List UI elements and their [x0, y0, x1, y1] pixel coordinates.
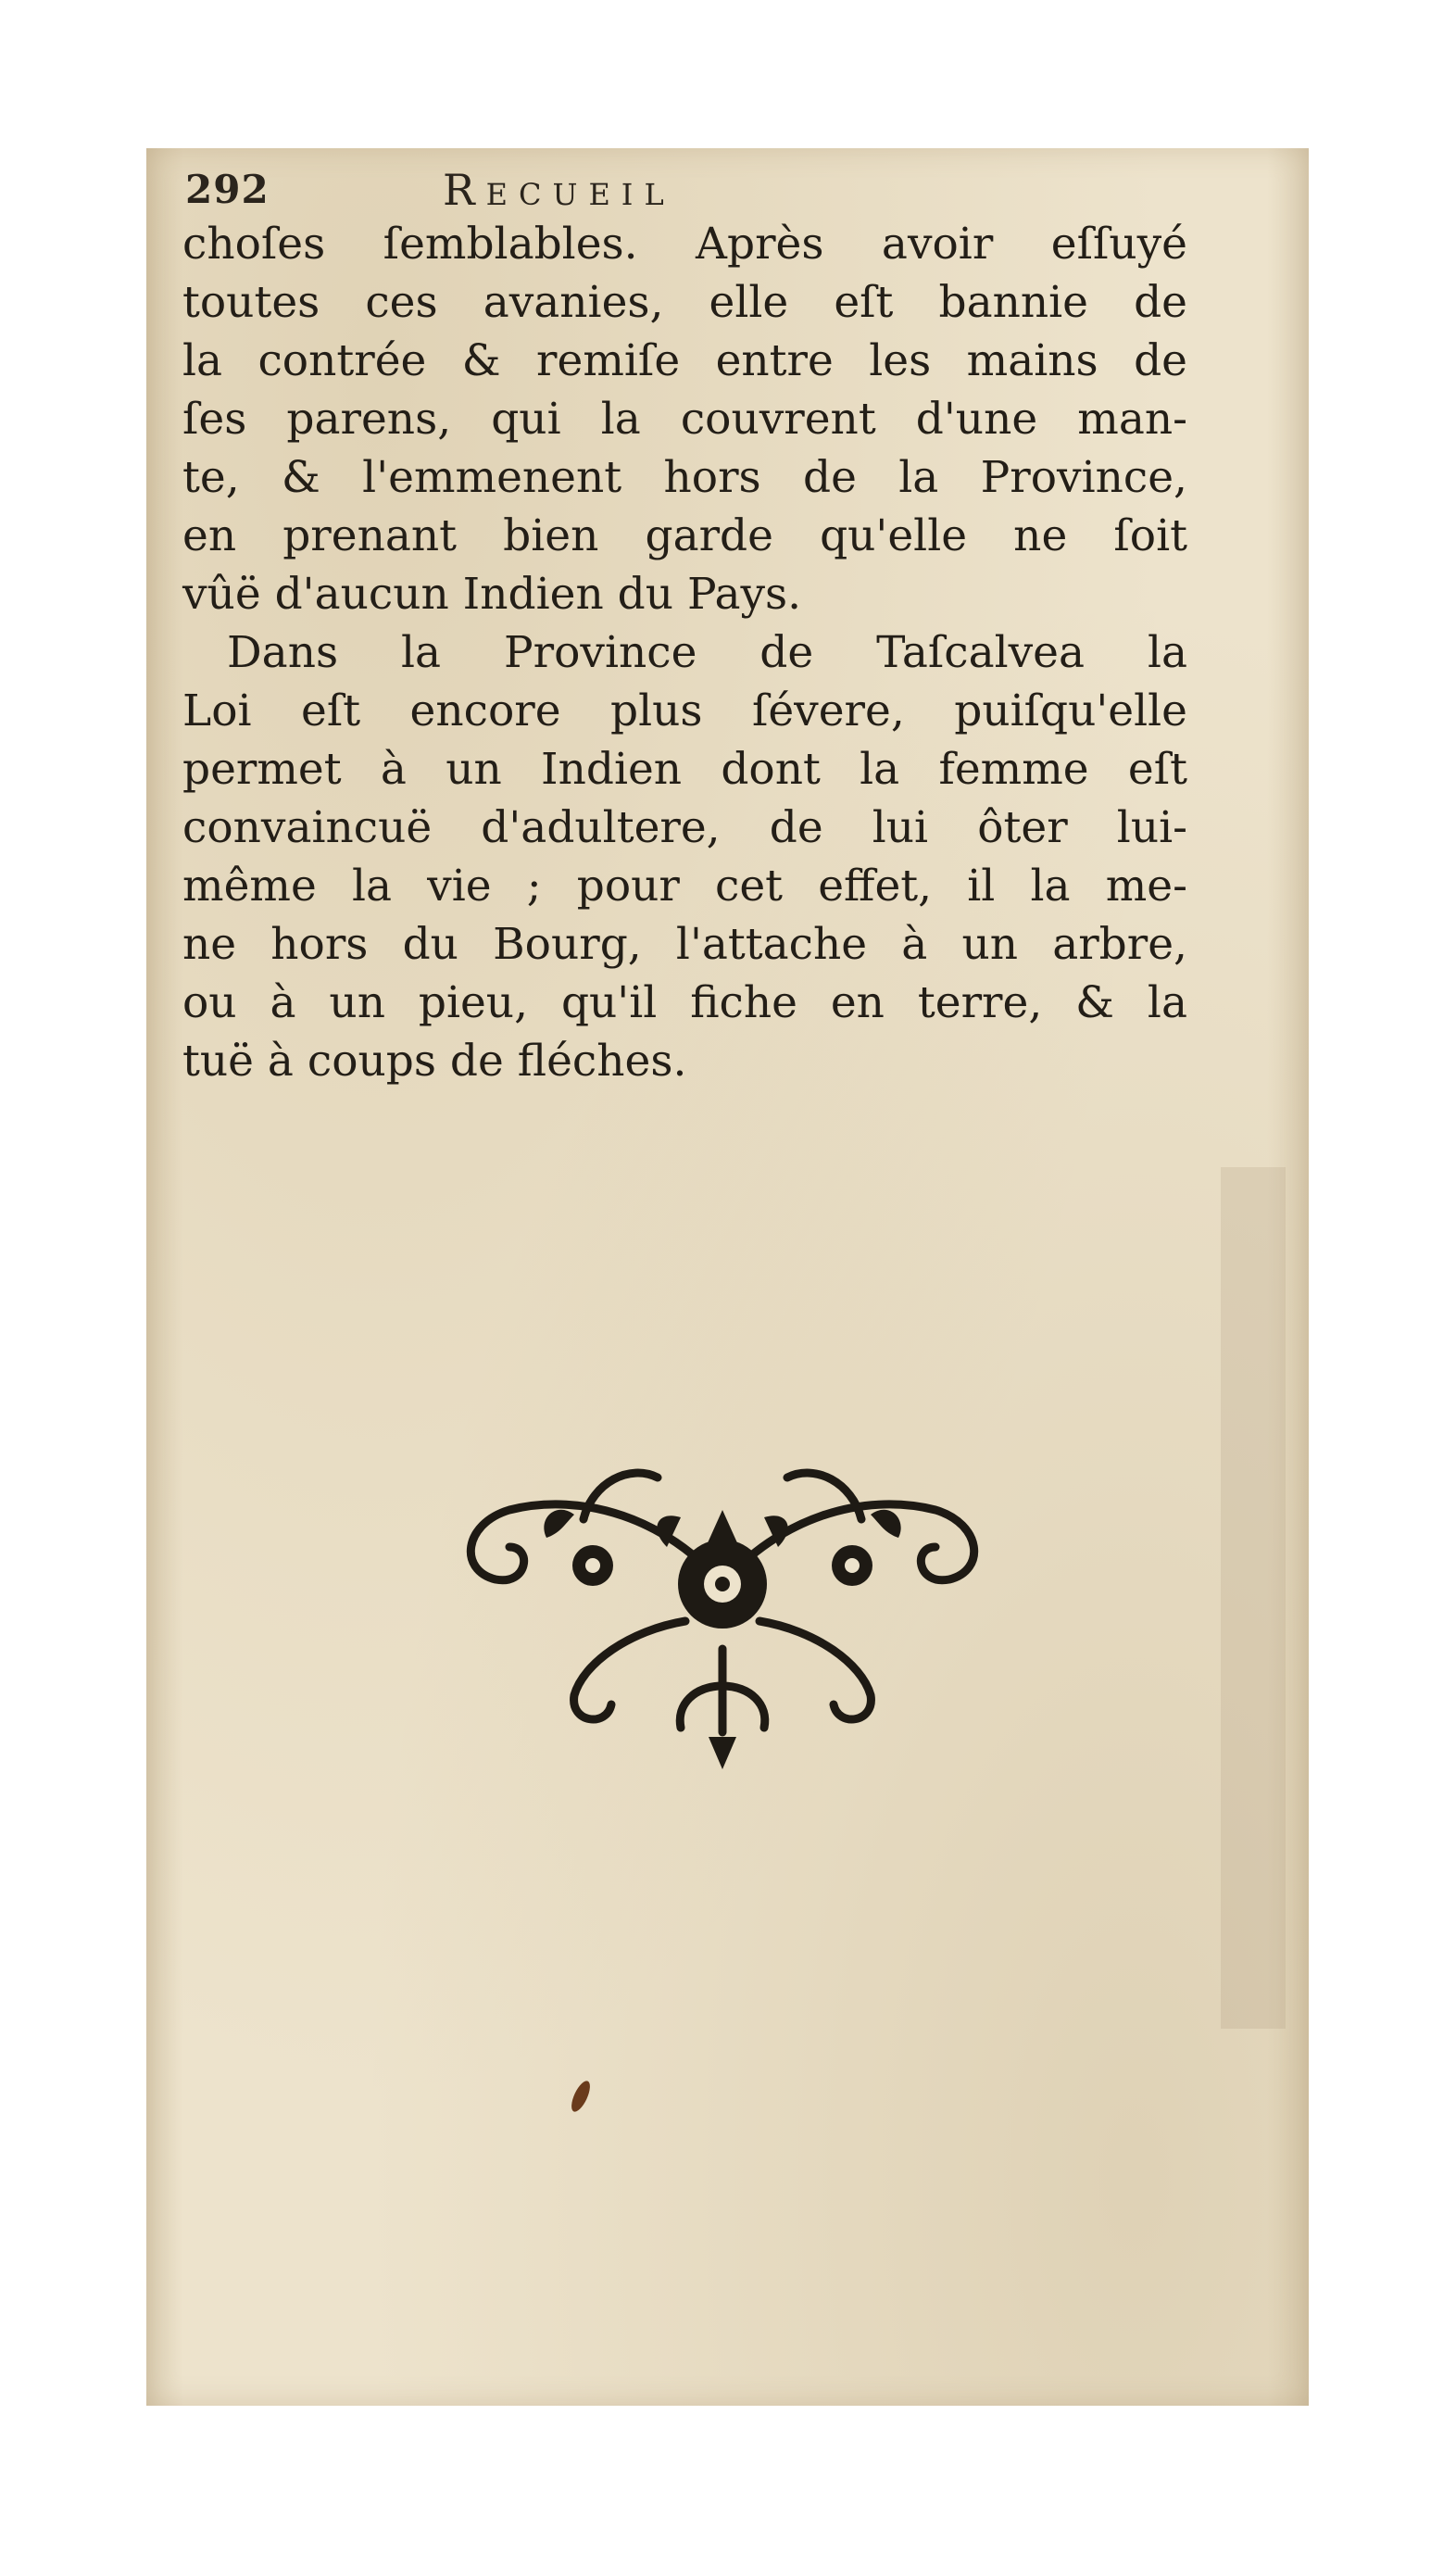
text-line: convaincuë d'adultere, de lui ôter lui- — [182, 802, 1187, 853]
running-title: Recueil — [443, 165, 675, 215]
text-line: ſes parens, qui la couvrent d'une man- — [182, 394, 1187, 445]
text-line: ou à un pieu, qu'il fiche en terre, & la — [182, 977, 1187, 1028]
text-line: permet à un Indien dont la femme eſt — [182, 744, 1187, 795]
text-line: Loi eſt encore plus ſévere, puiſqu'elle — [182, 685, 1187, 736]
page-number: 292 — [185, 167, 270, 212]
text-line: même la vie ; pour cet effet, il la me- — [182, 861, 1187, 912]
text-line: choſes ſemblables. Après avoir eſſuyé — [182, 219, 1187, 270]
body-text — [182, 215, 1187, 1090]
text-line: te, & l'emmenent hors de la Province, — [182, 452, 1187, 503]
text-line: vûë d'aucun Indien du Pays. — [182, 569, 802, 620]
text-line: en prenant bien garde qu'elle ne ſoit — [182, 510, 1187, 561]
text-line: toutes ces avanies, elle eſt bannie de — [182, 277, 1187, 328]
text-line: tuë à coups de fléches. — [182, 1036, 687, 1087]
text-line: ne hors du Bourg, l'attache à un arbre, — [182, 919, 1187, 970]
text-line: Dans la Province de Taſcalvea la — [227, 627, 1187, 678]
floral-tailpiece-ornament-icon — [445, 1408, 1000, 1769]
page-edge-shadow — [1221, 1167, 1286, 2029]
page-header — [185, 157, 1019, 222]
text-line: la contrée & remiſe entre les mains de — [182, 335, 1187, 386]
